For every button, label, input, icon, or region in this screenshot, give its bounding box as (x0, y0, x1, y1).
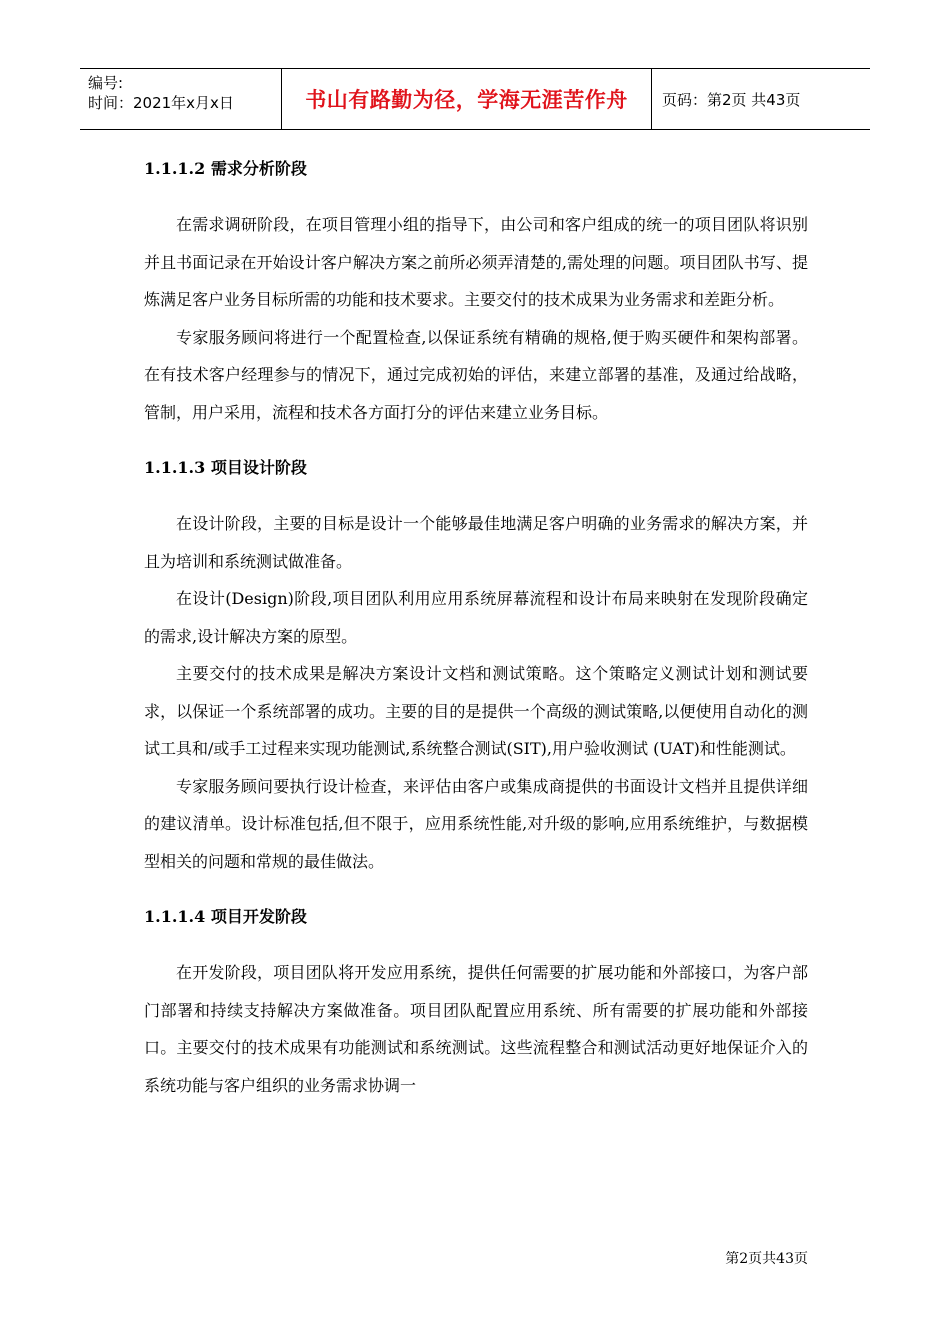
section-project-development (144, 898, 808, 1104)
section-heading: 1.1.1.2 需求分析阶段 (144, 159, 307, 178)
document-date: 时间：2021年x月x日 (88, 94, 234, 112)
page-header (80, 68, 870, 130)
header-meta (80, 69, 282, 129)
header-motto: 书山有路勤为径，学海无涯苦作舟 (282, 69, 652, 129)
paragraph: 在设计(Design)阶段,项目团队利用应用系统屏幕流程和设计布局来映射在发现阶段确定的需求,设计解决方案的原型。 (144, 589, 808, 646)
document-body (144, 150, 808, 1104)
paragraph: 主要交付的技术成果是解决方案设计文档和测试策略。这个策略定义测试计划和测试要求，以保证一个系统部署的成功。主要的目的是提供一个高级的测试策略,以便使用自动化的测试工具和/或手工过程来实现功能测试,系统整合测试(SIT),用户验收测试 (UAT)和性能测试。 (144, 664, 808, 758)
document-number-label: 编号: (88, 74, 124, 92)
section-project-design (144, 449, 808, 880)
paragraph: 在开发阶段，项目团队将开发应用系统，提供任何需要的扩展功能和外部接口，为客户部门部署和持续支持解决方案做准备。项目团队配置应用系统、所有需要的扩展功能和外部接口。主要交付的技术成果有功能测试和系统测试。这些流程整合和测试活动更好地保证介入的系统功能与客户组织的业务需求协调一 (144, 963, 808, 1095)
header-page-info: 页码：第2页 共43页 (662, 90, 801, 109)
section-requirements-analysis (144, 150, 808, 431)
section-heading: 1.1.1.4 项目开发阶段 (144, 907, 307, 926)
section-heading: 1.1.1.3 项目设计阶段 (144, 458, 307, 477)
paragraph: 在设计阶段，主要的目标是设计一个能够最佳地满足客户明确的业务需求的解决方案，并且为培训和系统测试做准备。 (144, 514, 808, 571)
page-footer-number: 第2页共43页 (725, 1251, 808, 1267)
paragraph: 专家服务顾问将进行一个配置检查,以保证系统有精确的规格,便于购买硬件和架构部署。在有技术客户经理参与的情况下，通过完成初始的评估，来建立部署的基准，及通过给战略，管制，用户采用，流程和技术各方面打分的评估来建立业务目标。 (144, 327, 808, 422)
paragraph: 专家服务顾问要执行设计检查，来评估由客户或集成商提供的书面设计文档并且提供详细的建议清单。设计标准包括,但不限于，应用系统性能,对升级的影响,应用系统维护，与数据模型相关的问题和常规的最佳做法。 (144, 776, 808, 871)
paragraph: 在需求调研阶段，在项目管理小组的指导下，由公司和客户组成的统一的项目团队将识别并且书面记录在开始设计客户解决方案之前所必须弄清楚的,需处理的问题。项目团队书写、提炼满足客户业务目标所需的功能和技术要求。主要交付的技术成果为业务需求和差距分析。 (144, 215, 808, 309)
